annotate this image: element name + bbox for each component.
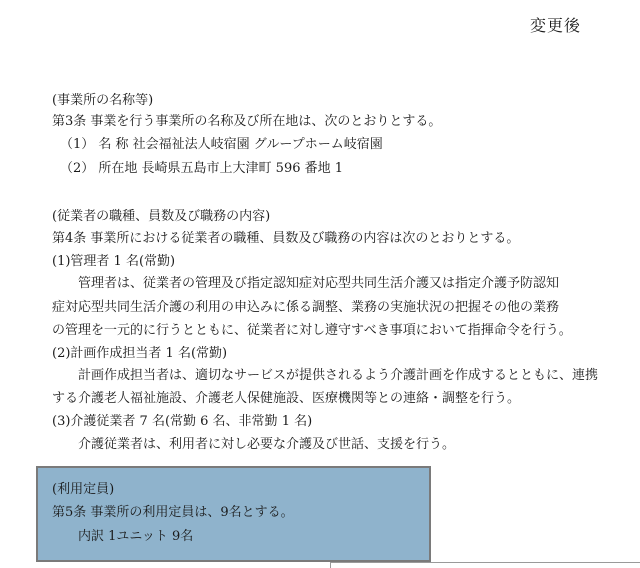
manager-desc-line-2: 症対応型共同生活介護の利用の申込みに係る調整、業務の実施状況の把握その他の業務 [52,300,560,315]
capacity-breakdown: 内訳 1ユニット 9名 [78,529,194,544]
manager-title: (1)管理者 1 名(常勤) [52,254,176,269]
article-3: 第3条 事業を行う事業所の名称及び所在地は、次のとおりとする。 [52,114,442,129]
bottom-divider-tick [330,562,331,568]
article-5: 第5条 事業所の利用定員は、9名とする。 [52,505,294,520]
section-capacity-heading: (利用定員) [52,482,115,497]
care-title: (3)介護従業者 7 名(常勤 6 名、非常勤 1 名) [52,414,313,429]
care-desc: 介護従業者は、利用者に対し必要な介護及び世話、支援を行う。 [78,437,456,452]
manager-desc-line-1: 管理者は、従業者の管理及び指定認知症対応型共同生活介護又は指定介護予防認知 [78,276,560,291]
planner-desc-line-2: する介護老人福祉施設、介護老人保健施設、医療機関等との連絡・調整を行う。 [52,391,521,406]
manager-desc-line-3: の管理を一元的に行うとともに、従業者に対し遵守すべき事項において指揮命令を行う。 [52,323,572,338]
section-staff-heading: (従業者の職種、員数及び職務の内容) [52,209,271,224]
document-title: 変更後 [530,16,582,35]
bottom-divider [330,562,640,563]
article-3-item-name: （1） 名 称 社会福祉法人岐宿園 グループホーム岐宿園 [60,137,383,152]
article-3-item-address: （2） 所在地 長崎県五島市上大津町 596 番地 1 [60,161,344,176]
planner-title: (2)計画作成担当者 1 名(常勤) [52,346,228,361]
section-name-heading: (事業所の名称等) [52,93,154,108]
article-4: 第4条 事業所における従業者の職種、員数及び職務の内容は次のとおりとする。 [52,231,520,246]
planner-desc-line-1: 計画作成担当者は、適切なサービスが提供されるよう介護計画を作成するとともに、連携 [78,368,599,383]
